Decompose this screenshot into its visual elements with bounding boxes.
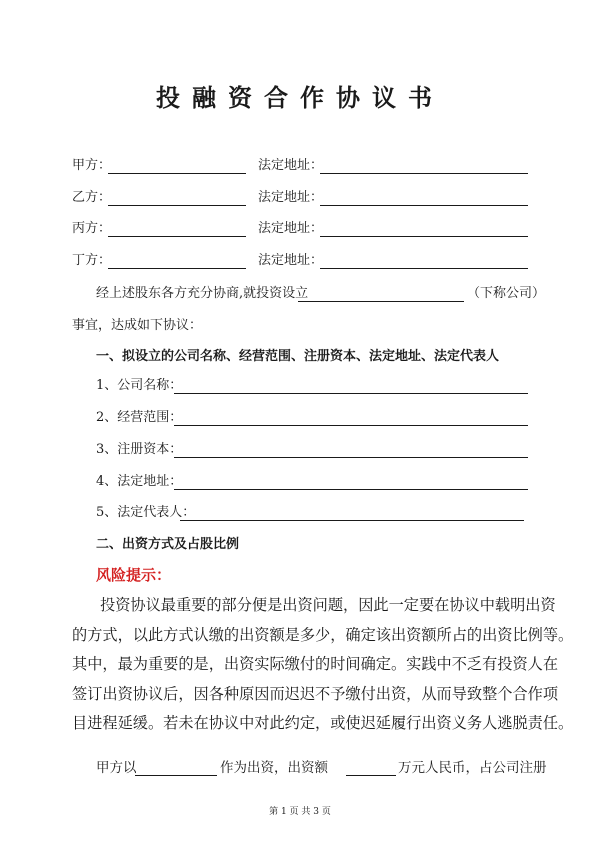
page-footer: 第 1 页 共 3 页 [269, 807, 331, 817]
section1-heading: 一、拟设立的公司名称、经营范围、注册资本、法定地址、法定代表人 [96, 349, 500, 364]
party-b-address-label: 法定地址： [258, 190, 324, 205]
party-d-label: 丁方： [72, 253, 112, 268]
intro-suffix: （下称公司） [467, 286, 546, 301]
intro-line2: 事宜，达成如下协议： [72, 318, 203, 333]
item-legal-representative-line[interactable] [180, 520, 524, 521]
party-c-label: 丙方： [72, 221, 112, 236]
contribution-amount-line[interactable] [346, 775, 396, 776]
intro-text: 经上述股东各方充分协商,就投资设立 [96, 286, 309, 301]
party-a-address-line[interactable] [320, 173, 528, 174]
document-title: 投融资合作协议书 [156, 84, 444, 112]
company-name-line[interactable] [298, 301, 464, 302]
party-b-address-line[interactable] [320, 205, 528, 206]
party-b-label: 乙方： [72, 190, 112, 205]
item-legal-address-line[interactable] [174, 489, 528, 490]
item-legal-representative-label: 5、法定代表人： [96, 505, 196, 520]
party-a-address-label: 法定地址： [258, 158, 324, 173]
item-registered-capital-label: 3、注册资本： [96, 442, 183, 457]
risk-line-4: 签订出资协议后，因各种原因而迟迟不予缴付出资，从而导致整个合作项 [72, 684, 558, 703]
item-company-name-label: 1、公司名称： [96, 378, 183, 393]
item-registered-capital-line[interactable] [174, 457, 528, 458]
risk-line-3: 其中，最为重要的是，出资实际缴付的时间确定。实践中不乏有投资人在 [72, 655, 558, 673]
risk-line-5: 目进程延缓。若未在协议中对此约定，或使迟延履行出资义务人逃脱责任。 [72, 714, 574, 732]
party-c-address-line[interactable] [320, 236, 528, 237]
party-d-address-label: 法定地址： [258, 253, 324, 268]
contribution-method-line[interactable] [135, 775, 217, 776]
item-company-name-line[interactable] [174, 393, 528, 394]
item-business-scope-line[interactable] [174, 425, 528, 426]
party-d-name-line[interactable] [108, 268, 246, 269]
risk-title: 风险提示： [96, 566, 172, 584]
risk-line-1: 投资协议最重要的部分便是出资问题，因此一定要在协议中载明出资 [100, 596, 556, 614]
party-b-name-line[interactable] [108, 205, 246, 206]
contribution-text-1: 甲方以 [96, 760, 137, 776]
contribution-text-2: 作为出资，出资额 [220, 760, 328, 776]
party-c-address-label: 法定地址： [258, 221, 324, 236]
party-d-address-line[interactable] [320, 268, 528, 269]
risk-line-2: 的方式，以此方式认缴的出资额是多少，确定该出资额所占的出资比例等。 [72, 625, 574, 644]
item-legal-address-label: 4、法定地址： [96, 474, 183, 489]
party-c-name-line[interactable] [108, 236, 246, 237]
party-a-label: 甲方： [72, 158, 112, 173]
party-a-name-line[interactable] [108, 173, 246, 174]
section2-heading: 二、出资方式及占股比例 [96, 537, 240, 552]
risk-paragraph [72, 591, 574, 739]
contribution-text-3: 万元人民币，占公司注册 [398, 760, 547, 776]
item-business-scope-label: 2、经营范围： [96, 410, 183, 425]
